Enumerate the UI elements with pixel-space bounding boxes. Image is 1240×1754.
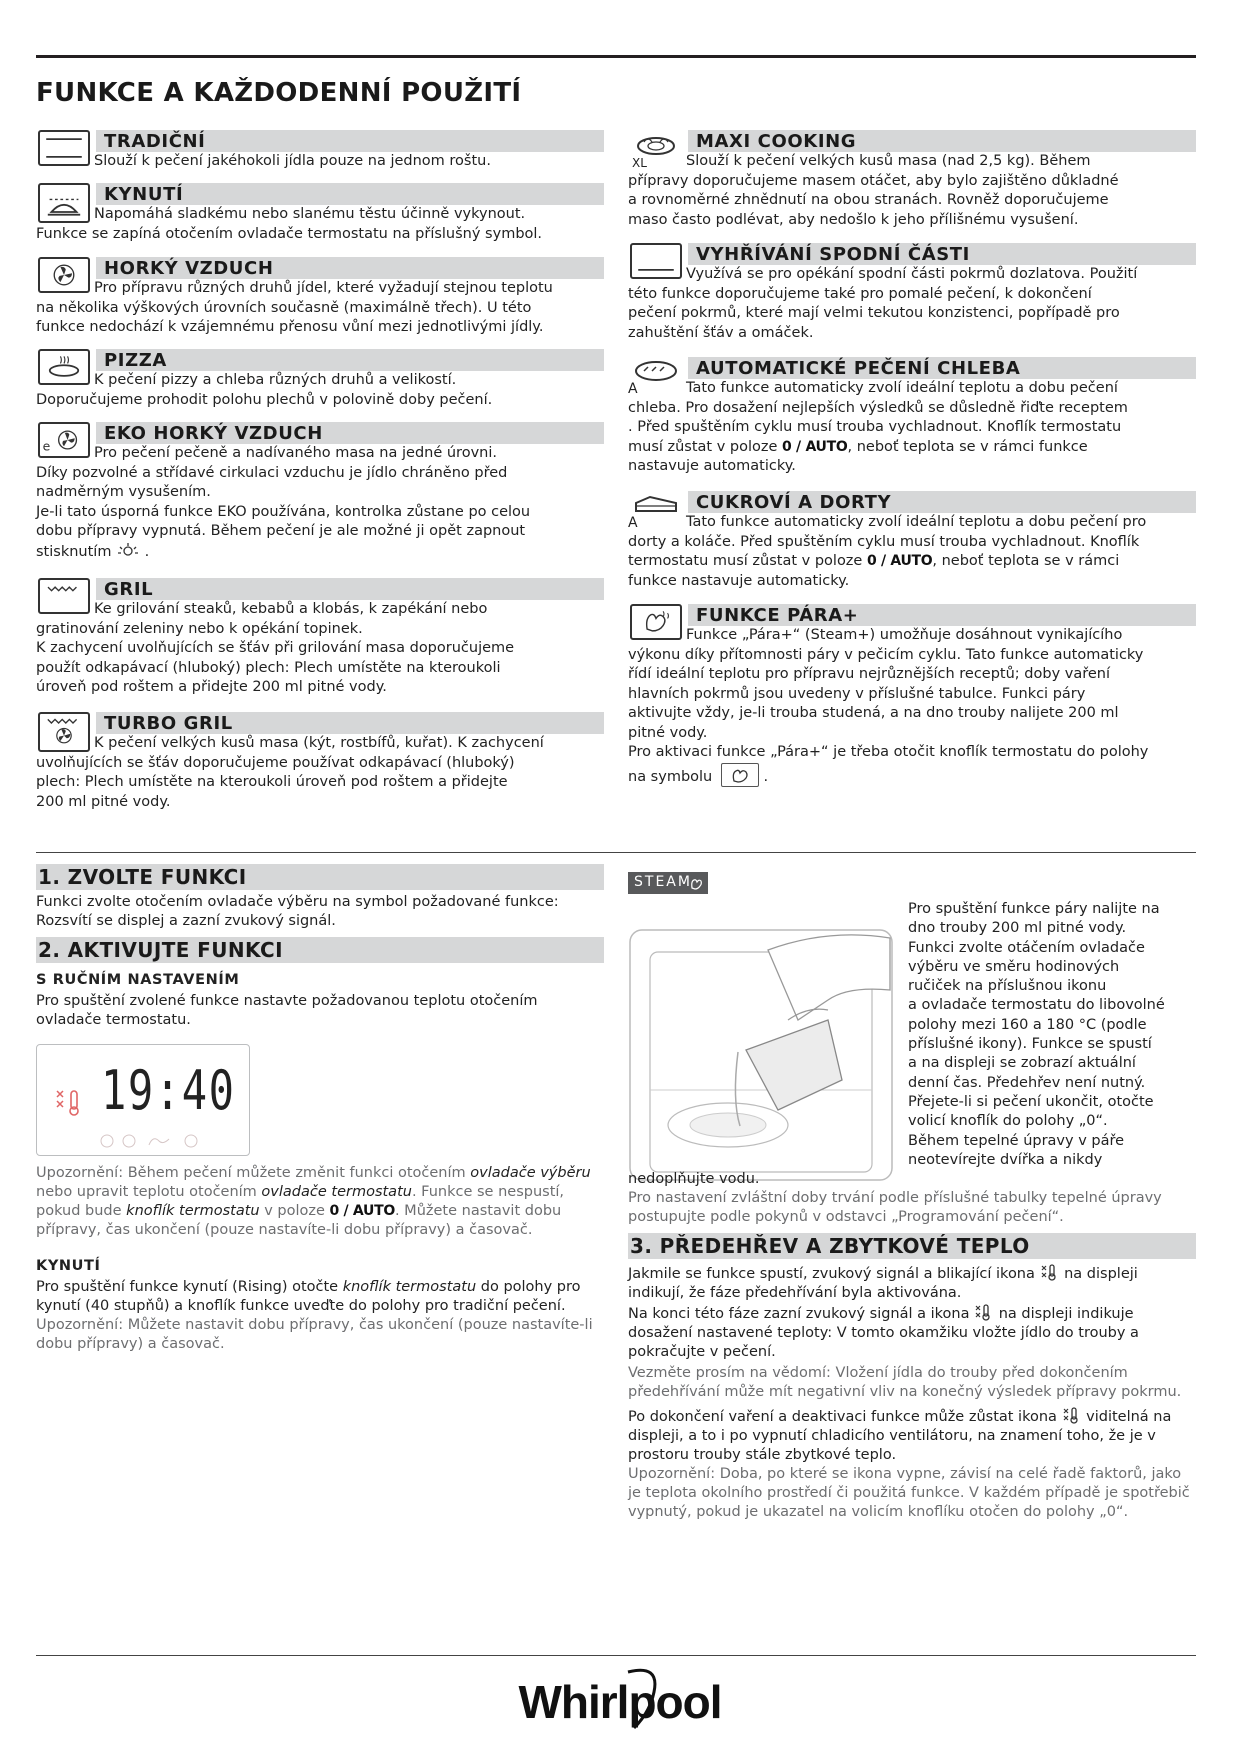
- function-title: FUNKCE PÁRA+: [696, 605, 859, 626]
- bread-icon: [630, 359, 682, 383]
- function-auto-bread: [628, 357, 1196, 477]
- cake-icon: [630, 493, 682, 515]
- rising-text: Pro spuštění funkce kynutí (Rising) otočte knoflík termostatu do polohy pro kynutí (40 stupňů) a knoflík funkce uveďte do polohy pro tradiční pečení.: [36, 1279, 581, 1314]
- function-description: Funkce „Pára+“ (Steam+) umožňuje dosáhnout vynikajícího výkonu díky přítomnosti páry v pečicím cyklu. Tato funkce automaticky řídí ideální teplotu pro přípravu nejrůznějších receptů; doby vaření hlavních pokrmů jsou uvedeny v příslušné tabulce. Funkci páry aktivujte vždy, je-li trouba studená, a na dno trouby nalijete 200 ml pitné vody. Pro aktivaci funkce „Pára+“ je třeba otočit knoflík termostatu do polohy na symbolu .: [628, 627, 1149, 785]
- preheat-text: Jakmile se funkce spustí, zvukový signál a blikající ikona na displeji indikují, že fáze předehřívání byla aktivována.: [628, 1263, 1196, 1303]
- residual-heat-text: Po dokončení vaření a deaktivaci funkce může zůstat ikona viditelná na displeji, a to i po vypnutí chladicího ventilátoru, na znamení toho, že je v prostoru trouby stále zbytkové teplo.: [628, 1406, 1196, 1465]
- auto-position-mark: 0 / AUTO: [329, 1203, 395, 1219]
- rising-icon: [38, 183, 90, 223]
- page-title: FUNKCE A KAŽDODENNÍ POUŽITÍ: [36, 78, 522, 108]
- function-title-bar: [688, 604, 1196, 626]
- function-title: HORKÝ VZDUCH: [104, 258, 274, 279]
- steam-tail: nedoplňujte vodu.: [628, 1171, 760, 1188]
- function-title-bar: [96, 349, 604, 371]
- function-hot-air: [36, 257, 604, 338]
- function-description: Ke grilování steaků, kebabů a klobás, k zapékání nebo gratinování zeleniny nebo k opékání topinek. K zachycení uvolňujících se šťáv při grilování masa doporučujeme použít odkapávací (hluboký) plech: Plech umístěte na kteroukoli úroveň pod roštem a přidejte 200 ml pitné vody.: [36, 601, 515, 695]
- function-description: Slouží k pečení velkých kusů masa (nad 2,5 kg). Během přípravy doporučujeme masem otáčet, aby bylo zajištěno důkladné a rovnoměrné zhnědnutí na obou stranách. Rovněž doporučujeme maso často podlévat, aby nedošlo k jeho přílišnému vysušení.: [628, 153, 1119, 228]
- maxi-cooking-icon: [630, 132, 682, 158]
- preheat-icon: [51, 1083, 91, 1123]
- function-description: Napomáhá sladkému nebo slanému těstu účinně vykynout. Funkce se zapíná otočením ovladače termostatu na příslušný symbol.: [36, 206, 543, 242]
- function-title-bar: [688, 243, 1196, 265]
- thermometer-icon: [974, 1303, 994, 1321]
- function-title: GRIL: [104, 579, 154, 600]
- function-description: Tato funkce automaticky zvolí ideální teplotu a dobu pečení chleba. Pro dosažení nejlepších výsledků se důsledně řiďte receptem . Před spuštěním cyklu musí trouba vychladnout. Knoflík termostatu musí zůstat v poloze 0 / AUTO, neboť teplota se v rámci funkce nastavuje automaticky.: [628, 380, 1128, 474]
- grill-icon: [38, 578, 90, 614]
- preheat-note: Vezměte prosím na vědomí: Vložení jídla do trouby před dokončením předehřívání může mít negativní vliv na konečný výsledek přípravy pokrmu.: [628, 1365, 1182, 1401]
- function-description: Využívá se pro opékání spodní části pokrmů dozlatova. Použití této funkce doporučujeme také pro pomalé pečení, k dokončení pečení pokrmů, které mají velmi tekutou konzistenci, popřípadě pro zahuštění šťáv a omáček.: [628, 266, 1138, 341]
- function-grill: [36, 578, 604, 698]
- manual-text: Pro spuštění zvolené funkce nastavte požadovanou teplotu otočením ovladače termostatu.: [36, 993, 538, 1028]
- section-divider: [36, 852, 1196, 853]
- turbo-grill-icon: [38, 712, 90, 752]
- auto-letter: A: [628, 515, 638, 531]
- step3-title: 3. PŘEDEHŘEV A ZBYTKOVÉ TEPLO: [628, 1233, 1196, 1259]
- display-indicators: [93, 1131, 213, 1151]
- function-title-bar: [688, 491, 1196, 513]
- function-maxi-cooking: [628, 130, 1196, 230]
- function-description: Tato funkce automaticky zvolí ideální teplotu a dobu pečení pro dorty a koláče. Před spuštěním cyklu musí trouba vychladnout. Knoflík termostatu musí zůstat v poloze 0 / AUTO, neboť teplota se v rámci funkce nastavuje automaticky.: [628, 514, 1147, 589]
- top-rule: [36, 55, 1196, 58]
- function-eco-hot-air: [36, 422, 604, 562]
- function-bottom-heat: [628, 243, 1196, 343]
- steam-hand-icon: [688, 875, 704, 891]
- svg-text:e: e: [42, 438, 51, 454]
- rising-title: KYNUTÍ: [36, 1258, 101, 1274]
- function-title: KYNUTÍ: [104, 184, 184, 205]
- steam-badge: STEAM: [628, 872, 708, 894]
- steam-hand-icon: [721, 763, 759, 787]
- residual-heat-note: Upozornění: Doba, po které se ikona vypne, závisí na celé řadě faktorů, jako je teplota okolního prostředí či použitá funkce. V každém případě je spotřebič vypnutý, pokud je ukazatel na volicím knoflíku otočen do polohy „0“.: [628, 1466, 1190, 1521]
- function-traditional: [36, 130, 604, 172]
- function-cakes: [628, 491, 1196, 591]
- preheat-flashing-icon: [1040, 1263, 1060, 1281]
- brand-name: Whirlpool: [518, 1676, 722, 1728]
- function-description: K pečení pizzy a chleba různých druhů a velikostí. Doporučujeme prohodit polohu plechů v polovině doby pečení.: [36, 372, 493, 408]
- manual-title: S RUČNÍM NASTAVENÍM: [36, 972, 240, 988]
- pizza-icon: [38, 349, 90, 385]
- function-pizza: [36, 349, 604, 410]
- residual-heat-icon: [1062, 1406, 1082, 1424]
- function-title-bar: [96, 130, 604, 152]
- function-title: PIZZA: [104, 350, 167, 371]
- steam-note: Pro nastavení zvláštní doby trvání podle příslušné tabulky tepelné úpravy postupujte podle pokynů v odstavci „Programování pečení“.: [628, 1190, 1162, 1226]
- oven-display: [36, 1044, 250, 1156]
- function-title-bar: [96, 183, 604, 205]
- function-rising: [36, 183, 604, 244]
- function-title-bar: [688, 357, 1196, 379]
- note-select: Upozornění: Během pečení můžete změnit funkci otočením ovladače výběru nebo upravit teplotu otočením ovladače termostatu. Funkce se nespustí, pokud bude knoflík termostatu v poloze 0 / AUTO. Můžete nastavit dobu přípravy, čas ukončení (pouze nastavíte-li dobu přípravy) a časovač.: [36, 1165, 591, 1238]
- function-description: Pro přípravu různých druhů jídel, které vyžadují stejnou teplotu na několika výškových úrovních současně (maximálně třech). U této funkce nedochází k vzájemnému přenosu vůní mezi jednotlivými jídly.: [36, 280, 553, 335]
- auto-position-mark: 0 / AUTO: [782, 438, 848, 455]
- function-description: Pro pečení pečeně a nadívaného masa na jedné úrovni. Díky pozvolné a střídavé cirkulaci vzduchu je jídlo chráněno před nadměrným vysušením. Je-li tato úsporná funkce EKO používána, kontrolka zůstane po celou dobu přípravy vypnutá. Během pečení je ale možné ji opět zapnout stisknutím .: [36, 445, 531, 560]
- function-title: CUKROVÍ A DORTY: [696, 492, 892, 513]
- function-description: K pečení velkých kusů masa (kýt, rostbífů, kuřat). K zachycení uvolňujících se šťáv doporučujeme používat odkapávací (hluboký) plech: Plech umístěte na kteroukoli úroveň pod roštem a přidejte 200 ml pitné vody.: [36, 735, 544, 810]
- steam-plus-icon: [630, 604, 682, 640]
- step1-text: Funkci zvolte otočením ovladače výběru na symbol požadované funkce: Rozsvítí se displej a zazní zvukový signál.: [36, 894, 559, 929]
- function-title: AUTOMATICKÉ PEČENÍ CHLEBA: [696, 358, 1021, 379]
- function-title: TRADIČNÍ: [104, 131, 206, 152]
- function-title-bar: [96, 422, 604, 444]
- eco-fan-icon: [38, 422, 90, 458]
- steam-instructions: Pro spuštění funkce páry nalijte na dno trouby 200 ml pitné vody. Funkci zvolte otáčením ovladače výběru ve směru hodinových ručiček na příslušnou ikonu a ovladače termostatu do libovolné polohy mezi 160 a 180 °C (podle příslušné ikony). Funkce se spustí a na displeji se zobrazí aktuální denní čas. Předehřev není nutný. Přejete-li si pečení ukončit, otočte volicí knoflík do polohy „0“. Během tepelné úpravy v páře neotevírejte dvířka a nikdy: [908, 901, 1165, 1168]
- whirlpool-logo: [500, 1668, 740, 1738]
- steps-right: [628, 900, 1196, 1522]
- xl-label: XL: [632, 156, 647, 170]
- function-description: Slouží k pečení jakéhokoli jídla pouze na jednom roštu.: [94, 153, 491, 169]
- preheat-done-text: Na konci této fáze zazní zvukový signál a ikona na displeji indikuje dosažení nastavené teploty: V tomto okamžiku vložte jídlo do trouby a pokračujte v pečení.: [628, 1303, 1196, 1362]
- traditional-icon: [38, 130, 90, 166]
- display-time: 19:40: [101, 1059, 236, 1122]
- function-title-bar: [96, 257, 604, 279]
- function-title-bar: [96, 578, 604, 600]
- rising-note: Upozornění: Můžete nastavit dobu přípravy, čas ukončení (pouze nastavíte-li dobu přípravy) a časovač.: [36, 1317, 593, 1352]
- function-title: MAXI COOKING: [696, 131, 857, 152]
- auto-position-mark: 0 / AUTO: [866, 553, 933, 569]
- function-title: VYHŘÍVÁNÍ SPODNÍ ČÁSTI: [696, 244, 970, 265]
- function-title: EKO HORKÝ VZDUCH: [104, 423, 323, 444]
- function-title-bar: [96, 712, 604, 734]
- auto-letter: A: [628, 381, 638, 397]
- light-icon: [116, 542, 140, 558]
- footer-rule: [36, 1655, 1196, 1656]
- step2-title: 2. AKTIVUJTE FUNKCI: [36, 937, 604, 963]
- function-title-bar: [688, 130, 1196, 152]
- function-steam-plus: [628, 604, 1196, 787]
- function-title: TURBO GRIL: [104, 713, 233, 734]
- bottom-heat-icon: [630, 243, 682, 279]
- function-turbo-grill: [36, 712, 604, 812]
- fan-icon: [38, 257, 90, 293]
- step1-title: 1. ZVOLTE FUNKCI: [36, 864, 604, 890]
